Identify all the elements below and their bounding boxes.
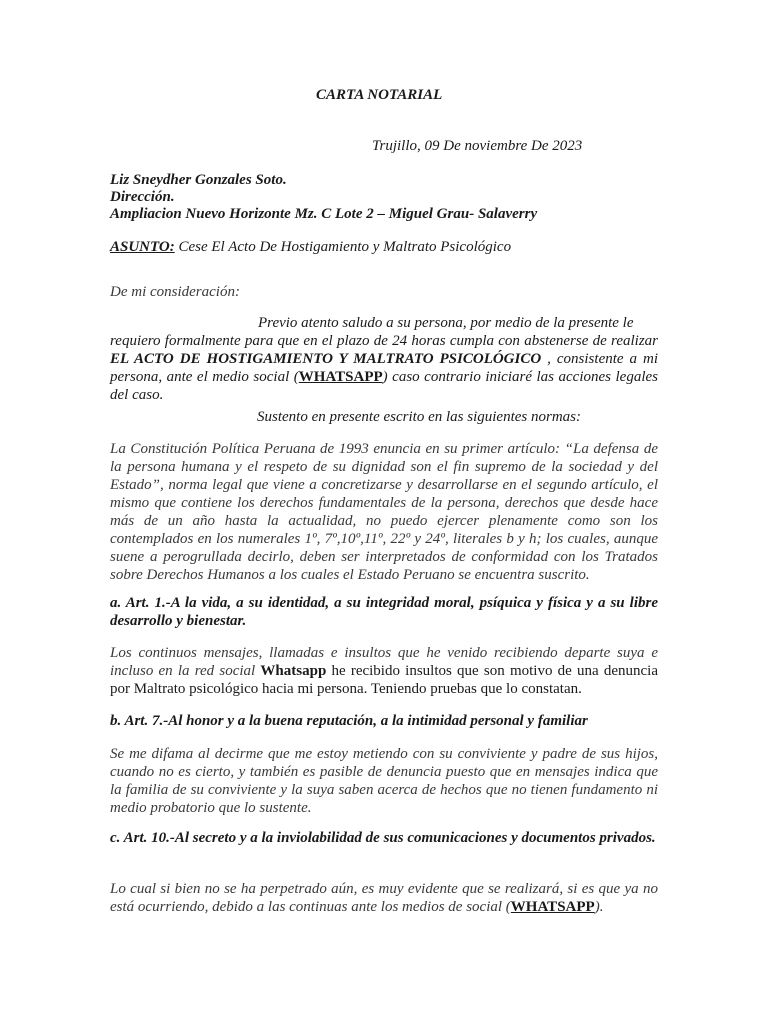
document-title: CARTA NOTARIAL — [316, 87, 443, 103]
recipient-name: Liz Sneydher Gonzales Soto. — [110, 172, 287, 188]
article-a-text-italic: Los continuos mensajes, llamadas e insultos que he venido recibiendo departe suya e incluso en la red social — [110, 645, 658, 679]
recipient-address-label: Dirección. — [110, 189, 175, 205]
article-c-text — [110, 880, 658, 916]
salutation: De mi consideración: — [110, 284, 240, 300]
paragraph-1-lead: Previo atento saludo a su persona, por medio de la presente le — [258, 315, 634, 331]
paragraph-1-body — [110, 332, 658, 404]
article-b-text: Se me difama al decirme que me estoy metiendo con su conviviente y padre de sus hijos, cuando no es cierto, y también es pasible de denuncia puesto que en mensajes indica que la familia de su conviviente y la suya saben acerca de hechos que no tienen fundamento ni medio probatorio que lo sustente. — [110, 746, 658, 816]
paragraph-1-tail: ) caso contrario iniciaré las acciones legales del caso. — [110, 369, 658, 403]
article-c-text-body: Lo cual si bien no se ha perpetrado aún, es muy evidente que se realizará, si es que ya no está ocurriendo, debido a las continuas ante los medios de social ( — [110, 881, 658, 915]
article-c-whatsapp: WHATSAPP — [510, 899, 595, 915]
article-c-tail: ). — [594, 899, 604, 915]
article-b-heading: b. Art. 7.-Al honor y a la buena reputación, a la intimidad personal y familiar — [110, 713, 588, 729]
paragraph-1-line2: requiero formalmente para que en el plazo de 24 horas cumpla con abstenerse de realizar — [110, 333, 658, 349]
article-c-heading: c. Art. 10.-Al secreto y a la inviolabilidad de sus comunicaciones y documentos privados. — [110, 830, 656, 846]
paragraph-1-after-bold: , consistente a mi persona, ante el medio social ( — [110, 351, 658, 385]
subject-line — [110, 238, 511, 256]
paragraph-1-bold-phrase: EL ACTO DE HOSTIGAMIENTO Y MALTRATO PSICOLÓGICO — [110, 351, 542, 367]
article-a-whatsapp: Whatsapp — [260, 663, 327, 679]
sustento-line: Sustento en presente escrito en las siguientes normas: — [257, 409, 581, 425]
paragraph-1 — [110, 314, 658, 404]
article-a-heading: a. Art. 1.-A la vida, a su identidad, a su integridad moral, psíquica y física y a su libre desarrollo y bienestar. — [110, 595, 658, 629]
article-a-text — [110, 644, 658, 698]
paragraph-1-whatsapp: WHATSAPP — [298, 369, 383, 385]
subject-text: Cese El Acto De Hostigamiento y Maltrato Psicológico — [178, 239, 512, 255]
date-line: Trujillo, 09 De noviembre De 2023 — [372, 138, 583, 154]
constitution-paragraph: La Constitución Política Peruana de 1993 enuncia en su primer artículo: “La defensa de la persona humana y el respeto de su dignidad son el fin supremo de la sociedad y del Estado”, norma legal que viene a concretizarse y desarrollarse en el segundo artículo, el mismo que contiene los derechos fundamentales de la persona, derechos que desde hace más de un año hasta la actualidad, no puedo ejercer plenamente como son los contemplados en los numerales 1º, 7º,10º,11º, 22º y 24º, literales b y h; los cuales, aunque suene a perogrullada decirlo, deben ser interpretados de conformidad con los Tratados sobre Derechos Humanos a los cuales el Estado Peruano se encuentra suscrito. — [110, 441, 658, 583]
article-a-text-normal: he recibido insultos que son motivo de una denuncia por Maltrato psicológico hacia mi persona. Teniendo pruebas que lo constatan. — [110, 663, 658, 697]
recipient-address: Ampliacion Nuevo Horizonte Mz. C Lote 2 – Miguel Grau- Salaverry — [110, 206, 538, 222]
subject-label: ASUNTO: — [110, 239, 175, 255]
